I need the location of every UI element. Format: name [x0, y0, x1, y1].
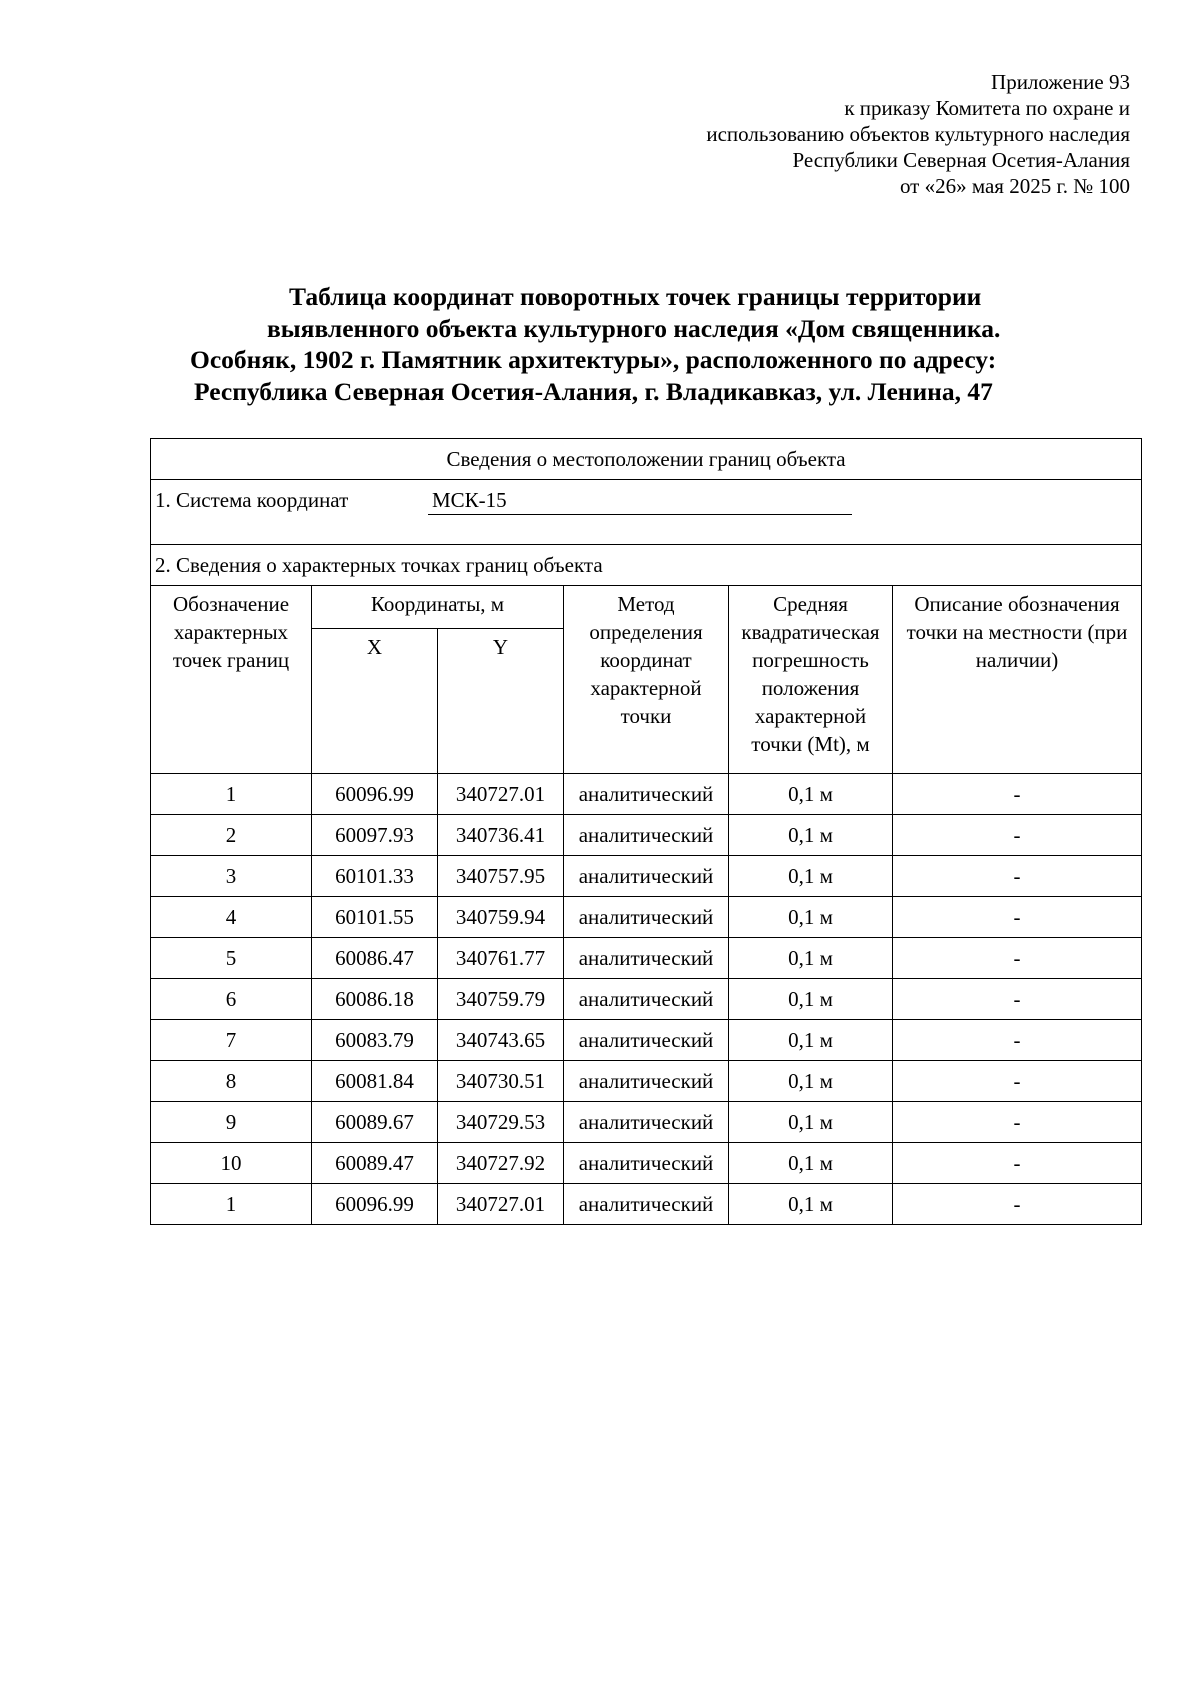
cell-description: -: [893, 1143, 1142, 1184]
cell-description: -: [893, 1184, 1142, 1225]
cell-method: аналитический: [564, 1020, 729, 1061]
cell-description: -: [893, 938, 1142, 979]
table-row: [151, 774, 1142, 815]
cell-x: 60101.55: [312, 897, 438, 938]
cell-description: -: [893, 979, 1142, 1020]
cell-description: -: [893, 1061, 1142, 1102]
column-header-description: Описание обозначения точки на местности (при наличии): [893, 586, 1142, 774]
title-line: Таблица координат поворотных точек границы территории: [289, 282, 982, 311]
table-row: [151, 1184, 1142, 1225]
title-line: Республика Северная Осетия-Алания, г. Владикавказ, ул. Ленина, 47: [194, 376, 993, 406]
cell-y: 340727.92: [438, 1143, 564, 1184]
cell-y: 340729.53: [438, 1102, 564, 1143]
cell-x: 60086.47: [312, 938, 438, 979]
table-row: [151, 897, 1142, 938]
cell-point: 4: [151, 897, 312, 938]
cell-y: 340757.95: [438, 856, 564, 897]
cell-description: -: [893, 856, 1142, 897]
cell-description: -: [893, 897, 1142, 938]
cell-point: 7: [151, 1020, 312, 1061]
cell-point: 9: [151, 1102, 312, 1143]
cell-method: аналитический: [564, 815, 729, 856]
document-title: [150, 281, 1128, 407]
title-line: выявленного объекта культурного наследия «Дом священника.: [267, 313, 1001, 343]
appendix-line: Республики Северная Осетия-Алания: [792, 148, 1130, 172]
cell-description: -: [893, 774, 1142, 815]
cell-y: 340730.51: [438, 1061, 564, 1102]
appendix-line: к приказу Комитета по охране и: [844, 96, 1130, 120]
appendix-line: Приложение 93: [991, 70, 1130, 94]
cell-method: аналитический: [564, 856, 729, 897]
points-header: 2. Сведения о характерных точках границ объекта: [151, 545, 1142, 586]
cell-x: 60086.18: [312, 979, 438, 1020]
cell-point: 2: [151, 815, 312, 856]
cell-y: 340759.79: [438, 979, 564, 1020]
cell-y: 340736.41: [438, 815, 564, 856]
cell-error: 0,1 м: [729, 774, 893, 815]
cell-error: 0,1 м: [729, 1061, 893, 1102]
cell-x: 60101.33: [312, 856, 438, 897]
coord-system-row: [151, 480, 1142, 545]
table-row: [151, 1061, 1142, 1102]
cell-x: 60081.84: [312, 1061, 438, 1102]
table-row: [151, 1020, 1142, 1061]
cell-method: аналитический: [564, 1184, 729, 1225]
table-row: [151, 1102, 1142, 1143]
cell-y: 340727.01: [438, 1184, 564, 1225]
cell-point: 1: [151, 774, 312, 815]
appendix-date-line: от «26» мая 2025 г. № 100: [899, 174, 1130, 198]
cell-method: аналитический: [564, 938, 729, 979]
cell-point: 6: [151, 979, 312, 1020]
cell-method: аналитический: [564, 774, 729, 815]
cell-error: 0,1 м: [729, 979, 893, 1020]
cell-x: 60096.99: [312, 774, 438, 815]
table-row: [151, 979, 1142, 1020]
cell-point: 3: [151, 856, 312, 897]
cell-error: 0,1 м: [729, 897, 893, 938]
column-header-designation: Обозначение характерных точек границ: [151, 586, 312, 774]
column-header-x: X: [312, 629, 438, 774]
cell-y: 340761.77: [438, 938, 564, 979]
column-header-coords: Координаты, м: [312, 586, 564, 629]
table-row: [151, 815, 1142, 856]
section-header: Сведения о местоположении границ объекта: [151, 439, 1142, 480]
cell-method: аналитический: [564, 1143, 729, 1184]
cell-x: 60083.79: [312, 1020, 438, 1061]
cell-point: 10: [151, 1143, 312, 1184]
title-line: Особняк, 1902 г. Памятник архитектуры», расположенного по адресу:: [190, 345, 997, 374]
cell-error: 0,1 м: [729, 1102, 893, 1143]
cell-x: 60097.93: [312, 815, 438, 856]
cell-error: 0,1 м: [729, 856, 893, 897]
cell-error: 0,1 м: [729, 1020, 893, 1061]
cell-y: 340727.01: [438, 774, 564, 815]
cell-description: -: [893, 1020, 1142, 1061]
cell-method: аналитический: [564, 1061, 729, 1102]
cell-error: 0,1 м: [729, 938, 893, 979]
appendix-line: использованию объектов культурного наследия: [706, 122, 1130, 146]
cell-point: 1: [151, 1184, 312, 1225]
cell-point: 8: [151, 1061, 312, 1102]
cell-x: 60096.99: [312, 1184, 438, 1225]
cell-point: 5: [151, 938, 312, 979]
cell-method: аналитический: [564, 897, 729, 938]
coord-system-value: МСК-15: [428, 486, 852, 515]
column-header-method: Метод определения координат характерной точки: [564, 586, 729, 774]
coordinates-table: [150, 438, 1142, 1225]
cell-error: 0,1 м: [729, 815, 893, 856]
cell-y: 340743.65: [438, 1020, 564, 1061]
cell-method: аналитический: [564, 979, 729, 1020]
cell-x: 60089.67: [312, 1102, 438, 1143]
cell-error: 0,1 м: [729, 1184, 893, 1225]
cell-description: -: [893, 1102, 1142, 1143]
table-row: [151, 1143, 1142, 1184]
table-row: [151, 938, 1142, 979]
cell-x: 60089.47: [312, 1143, 438, 1184]
cell-error: 0,1 м: [729, 1143, 893, 1184]
column-header-error: Средняя квадратическая погрешность положения характерной точки (Mt), м: [729, 586, 893, 774]
cell-method: аналитический: [564, 1102, 729, 1143]
cell-description: -: [893, 815, 1142, 856]
appendix-block: [430, 69, 1130, 199]
column-header-y: Y: [438, 629, 564, 774]
table-row: [151, 856, 1142, 897]
cell-y: 340759.94: [438, 897, 564, 938]
coord-system-label: 1. Система координат: [155, 488, 349, 512]
